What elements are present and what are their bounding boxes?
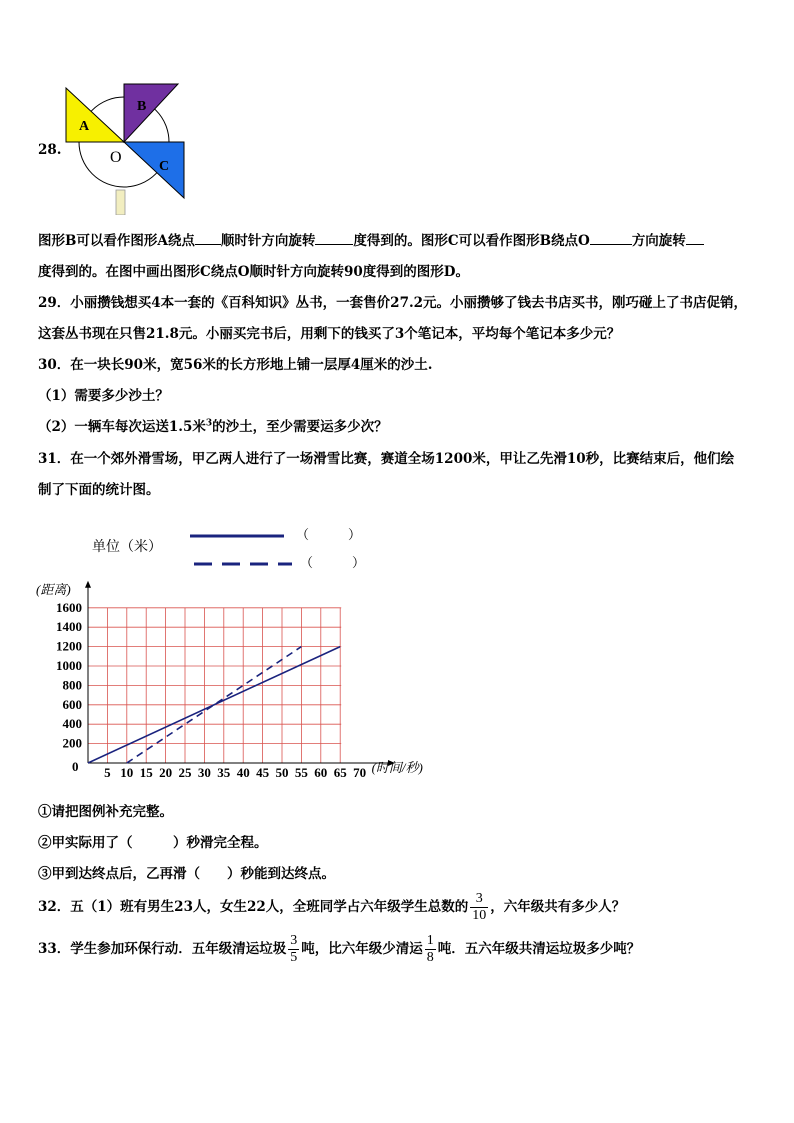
x-tick-55: 55 (294, 765, 308, 780)
q28-line1: 图形B可以看作图形A绕点 顺时针方向旋转 度得到的。图形C可以看作图形B绕点O 方向旋转 (38, 229, 704, 249)
x-tick-5: 5 (104, 765, 111, 780)
blank-point[interactable] (195, 232, 221, 245)
y-tick-600: 600 (62, 696, 82, 712)
y-tick-1000: 1000 (56, 658, 82, 673)
x-tick-20: 20 (159, 765, 173, 780)
q31-sub2: ②甲实际用了（ ）秒滑完全程。 (38, 835, 268, 851)
y-tick-200: 200 (62, 735, 82, 751)
x-tick-45: 45 (256, 765, 270, 780)
y-axis-label: (距离) (36, 581, 71, 597)
fraction-1-8: $\frac{1}{8}$ (426, 933, 434, 965)
fraction-3-5: $\frac{3}{5}$ (290, 933, 298, 965)
legend-label-solid: （ ） (296, 527, 362, 542)
q31-sub3: ③甲到达终点后，乙再滑（ ）秒能到达终点。 (38, 866, 335, 882)
q28-line2: 度得到的。在图中画出图形C绕点O顺时针方向旋转90度得到的图形D。 (38, 264, 469, 280)
x-tick-15: 15 (139, 765, 153, 780)
q30-line2: （1）需要多少沙土？ (38, 388, 169, 404)
unit-label: 单位（米） (92, 540, 162, 555)
x-tick-40: 40 (236, 765, 250, 780)
distance-time-chart (30, 515, 470, 785)
blank-degree[interactable] (315, 232, 353, 245)
y-tick-400: 400 (62, 716, 82, 732)
q31-line2: 制了下面的统计图。 (38, 482, 160, 498)
q30-line1: 30．在一块长90米，宽56米的长方形地上铺一层厚4厘米的沙土. (38, 357, 433, 373)
y-tick-1200: 1200 (56, 638, 82, 654)
x-tick-65: 65 (333, 765, 347, 780)
x-tick-25: 25 (178, 765, 192, 780)
q33-line: 33．学生参加环保行动．五年级清运垃圾 $\frac{3}{5}$ 吨，比六年级少清运 $\frac{1}{8}$ 吨．五六年级共清运垃圾多少吨？ (38, 933, 641, 965)
x-tick-35: 35 (217, 765, 231, 780)
y-tick-1600: 1600 (56, 599, 82, 615)
y-tick-1400: 1400 (56, 619, 82, 635)
q32-line: 32．五（1）班有男生23人，女生22人，全班同学占六年级学生总数的 $\frac{3}{10}$ ，六年级共有多少人？ (38, 891, 626, 923)
blank-degree-2[interactable] (686, 232, 704, 245)
label-o: O (110, 149, 122, 166)
label-c: C (159, 159, 170, 174)
q31-sub1: ①请把图例补充完整。 (38, 804, 173, 820)
q28-number: 28. (38, 142, 62, 158)
x-tick-70: 70 (353, 765, 367, 780)
x-tick-60: 60 (314, 765, 328, 780)
q31-line1: 31．在一个郊外滑雪场，甲乙两人进行了一场滑雪比赛，赛道全场1200米，甲让乙先滑10秒，比赛结束后，他们绘 (38, 451, 735, 467)
q29-line1: 29．小丽攒钱想买4本一套的《百科知识》丛书，一套售价27.2元。小丽攒够了钱去书店买书，刚巧碰上了书店促销， (38, 295, 748, 311)
blank-direction[interactable] (590, 232, 632, 245)
pinwheel-stick (116, 190, 125, 215)
q30-line3: （2）一辆车每次运送1.5米$^3$的沙土，至少需要运多少次？ (38, 418, 388, 435)
fraction-3-10: $\frac{3}{10}$ (472, 891, 487, 923)
y-axis-arrow (85, 581, 91, 588)
x-tick-50: 50 (275, 765, 289, 780)
q29-line2: 这套丛书现在只售21.8元。小丽买完书后，用剩下的钱买了3个笔记本，平均每个笔记本多少元？ (38, 326, 621, 342)
label-a: A (79, 119, 90, 134)
x-tick-30: 30 (197, 765, 211, 780)
x-tick-10: 10 (120, 765, 134, 780)
y-tick-800: 800 (62, 677, 82, 693)
legend-label-dashed: （ ） (300, 555, 366, 570)
pinwheel-figure (62, 80, 202, 215)
label-b: B (137, 99, 147, 114)
origin-label: 0 (72, 759, 79, 774)
x-axis-label: (时间/秒) (371, 760, 423, 775)
